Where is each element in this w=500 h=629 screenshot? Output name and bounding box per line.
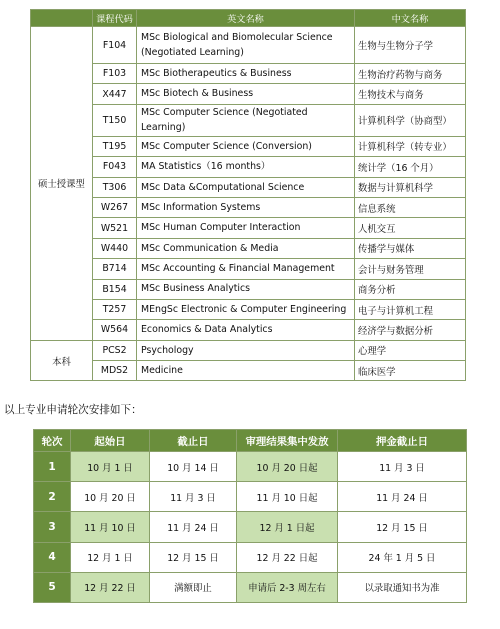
chinese-name-cell: 心理学 [355, 340, 466, 360]
english-name-cell: MSc Computer Science (Conversion) [137, 136, 355, 156]
english-name-cell: MSc Biological and Biomolecular Science (Negotiated Learning) [137, 27, 355, 64]
table-row [31, 104, 466, 136]
english-name-cell: MSc Human Computer Interaction [137, 218, 355, 238]
round-number-cell: 1 [34, 452, 71, 482]
table-row [31, 84, 466, 104]
course-code-cell: T257 [93, 299, 137, 319]
chinese-name-cell: 商务分析 [355, 279, 466, 299]
deposit-date-cell: 12 月 15 日 [338, 512, 467, 542]
result-date-cell: 12 月 22 日起 [237, 542, 338, 572]
course-code-cell: T306 [93, 177, 137, 197]
round-number-cell: 3 [34, 512, 71, 542]
intro-text: 以上专业申请轮次安排如下： [4, 404, 142, 416]
english-name-cell: MEngSc Electronic & Computer Engineering [137, 299, 355, 319]
round-number-cell: 5 [34, 572, 71, 602]
round-number-cell: 2 [34, 482, 71, 512]
course-code-cell: W267 [93, 197, 137, 217]
header-degree-cell [31, 10, 93, 27]
course-code-cell: X447 [93, 84, 137, 104]
table-row [31, 238, 466, 258]
end-date-cell: 12 月 15 日 [150, 542, 237, 572]
result-date-cell: 11 月 10 日起 [237, 482, 338, 512]
end-date-cell: 满额即止 [150, 572, 237, 602]
table-row [31, 27, 466, 64]
table-row [34, 512, 467, 542]
course-code-cell: T150 [93, 104, 137, 136]
result-date-cell: 10 月 20 日起 [237, 452, 338, 482]
chinese-name-cell: 人机交互 [355, 218, 466, 238]
deposit-date-cell: 11 月 24 日 [338, 482, 467, 512]
chinese-name-cell: 生物治疗药物与商务 [355, 64, 466, 84]
table-row [31, 157, 466, 177]
deposit-date-cell: 以录取通知书为准 [338, 572, 467, 602]
header-deposit: 押金截止日 [338, 430, 467, 452]
chinese-name-cell: 临床医学 [355, 361, 466, 381]
start-date-cell: 10 月 1 日 [71, 452, 150, 482]
course-code-cell: PCS2 [93, 340, 137, 360]
result-date-cell: 申请后 2-3 周左右 [237, 572, 338, 602]
start-date-cell: 12 月 1 日 [71, 542, 150, 572]
chinese-name-cell: 经济学与数据分析 [355, 320, 466, 340]
table-row [31, 361, 466, 381]
english-name-cell: Psychology [137, 340, 355, 360]
chinese-name-cell: 计算机科学（转专业） [355, 136, 466, 156]
table-row [31, 279, 466, 299]
deposit-date-cell: 11 月 3 日 [338, 452, 467, 482]
chinese-name-cell: 生物与生物分子学 [355, 27, 466, 64]
table-row [31, 320, 466, 340]
english-name-cell: Economics & Data Analytics [137, 320, 355, 340]
course-code-cell: F043 [93, 157, 137, 177]
end-date-cell: 11 月 24 日 [150, 512, 237, 542]
table-row [34, 452, 467, 482]
header-end: 截止日 [150, 430, 237, 452]
chinese-name-cell: 数据与计算机科学 [355, 177, 466, 197]
english-name-cell: MSc Data &Computational Science [137, 177, 355, 197]
start-date-cell: 10 月 20 日 [71, 482, 150, 512]
english-name-cell: MSc Communication & Media [137, 238, 355, 258]
chinese-name-cell: 生物技术与商务 [355, 84, 466, 104]
chinese-name-cell: 统计学（16 个月） [355, 157, 466, 177]
rounds-header-row [34, 430, 467, 452]
table-row [31, 136, 466, 156]
table-row [31, 218, 466, 238]
table-row [34, 482, 467, 512]
deposit-date-cell: 24 年 1 月 5 日 [338, 542, 467, 572]
table-row [31, 259, 466, 279]
table-row [34, 572, 467, 602]
result-date-cell: 12 月 1 日起 [237, 512, 338, 542]
rounds-body [34, 452, 467, 603]
course-code-cell: F104 [93, 27, 137, 64]
chinese-name-cell: 传播学与媒体 [355, 238, 466, 258]
english-name-cell: MSc Biotech & Business [137, 84, 355, 104]
table-row [31, 340, 466, 360]
english-name-cell: Medicine [137, 361, 355, 381]
degree-cell: 本科 [31, 340, 93, 381]
header-start: 起始日 [71, 430, 150, 452]
course-code-cell: F103 [93, 64, 137, 84]
english-name-cell: MSc Biotherapeutics & Business [137, 64, 355, 84]
table-row [31, 299, 466, 319]
header-chinese-name: 中文名称 [355, 10, 466, 27]
chinese-name-cell: 会计与财务管理 [355, 259, 466, 279]
table-row [34, 542, 467, 572]
end-date-cell: 11 月 3 日 [150, 482, 237, 512]
table-row [31, 177, 466, 197]
chinese-name-cell: 电子与计算机工程 [355, 299, 466, 319]
chinese-name-cell: 计算机科学（协商型） [355, 104, 466, 136]
programs-table [30, 9, 466, 381]
course-code-cell: MDS2 [93, 361, 137, 381]
english-name-cell: MSc Accounting & Financial Management [137, 259, 355, 279]
degree-cell: 硕士授课型 [31, 27, 93, 341]
course-code-cell: T195 [93, 136, 137, 156]
course-code-cell: W440 [93, 238, 137, 258]
table-row [31, 197, 466, 217]
course-code-cell: B154 [93, 279, 137, 299]
programs-header-row [31, 10, 466, 27]
header-round: 轮次 [34, 430, 71, 452]
start-date-cell: 11 月 10 日 [71, 512, 150, 542]
english-name-cell: MA Statistics（16 months） [137, 157, 355, 177]
english-name-cell: MSc Business Analytics [137, 279, 355, 299]
course-code-cell: W564 [93, 320, 137, 340]
header-code: 课程代码 [93, 10, 137, 27]
table-row [31, 64, 466, 84]
round-number-cell: 4 [34, 542, 71, 572]
header-result: 审理结果集中发放 [237, 430, 338, 452]
end-date-cell: 10 月 14 日 [150, 452, 237, 482]
start-date-cell: 12 月 22 日 [71, 572, 150, 602]
course-code-cell: B714 [93, 259, 137, 279]
english-name-cell: MSc Computer Science (Negotiated Learning) [137, 104, 355, 136]
programs-body [31, 27, 466, 381]
english-name-cell: MSc Information Systems [137, 197, 355, 217]
header-english-name: 英文名称 [137, 10, 355, 27]
rounds-table [33, 429, 467, 603]
chinese-name-cell: 信息系统 [355, 197, 466, 217]
course-code-cell: W521 [93, 218, 137, 238]
